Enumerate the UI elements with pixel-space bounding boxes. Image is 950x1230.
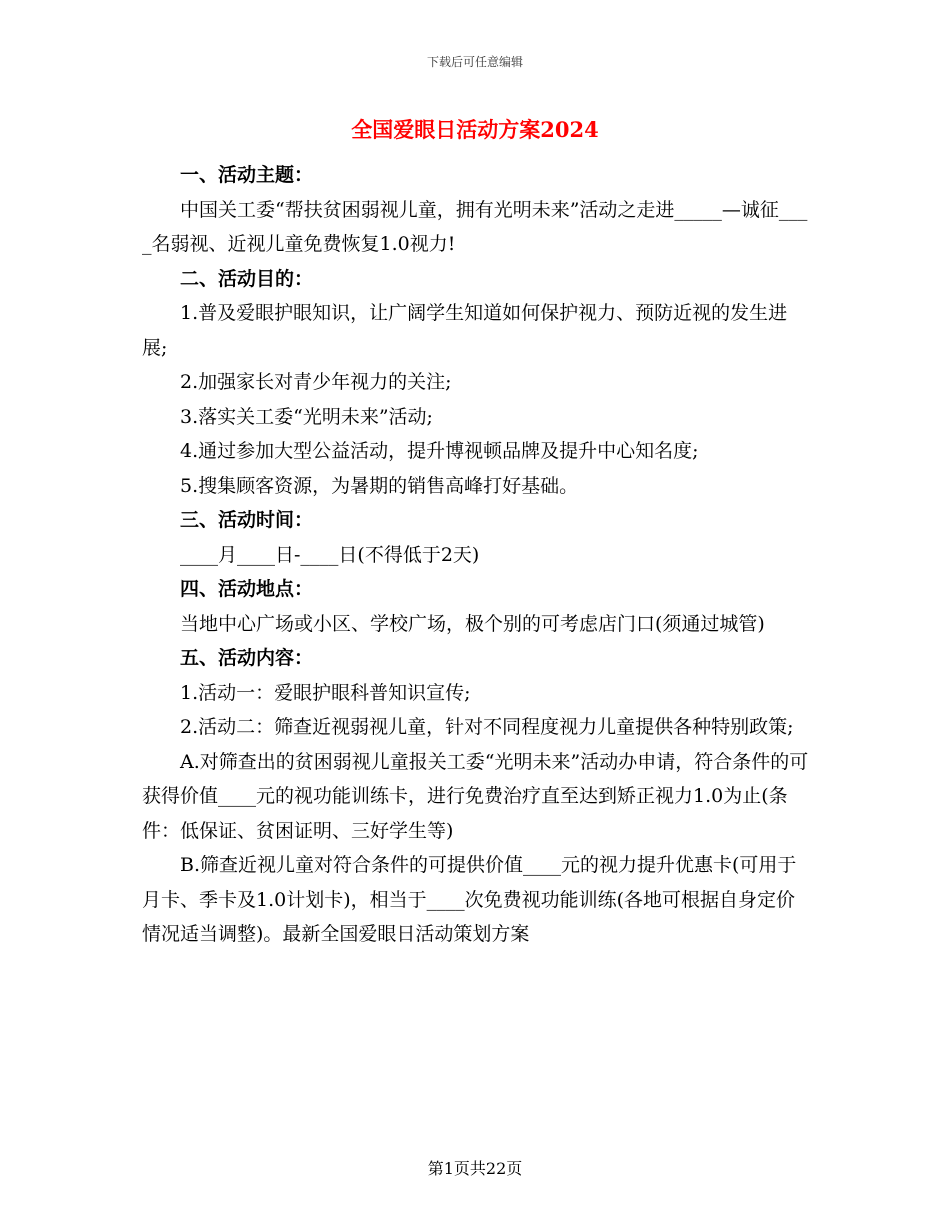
- section-heading-content: 五、活动内容：: [180, 647, 314, 669]
- paragraph-content-b: B.筛查近视儿童对符合条件的可提供价值____元的视力提升优惠卡(可用于月卡、季卡及1.0计划卡)，相当于____次免费视功能训练(各地可根据自身定价情况适当调整)。最新全国爱眼日活动策划方案: [142, 854, 797, 945]
- page-header-note: 下载后可任意编辑: [426, 55, 523, 69]
- document-body: [142, 158, 810, 952]
- section-heading-purpose: 二、活动目的：: [180, 267, 314, 290]
- paragraph-purpose-2: 2.加强家长对青少年视力的关注;: [180, 371, 452, 393]
- paragraph-time: ____月____日-____日(不得低于2天): [180, 543, 480, 566]
- paragraph-purpose-4: 4.通过参加大型公益活动，提升博视顿品牌及提升中心知名度;: [180, 440, 699, 462]
- paragraph-purpose-5: 5.搜集顾客资源，为暑期的销售高峰打好基础。: [180, 474, 579, 497]
- section-heading-theme: 一、活动主题：: [180, 164, 314, 186]
- paragraph-theme: 中国关工委“帮扶贫困弱视儿童，拥有光明未来”活动之走进_____—诚征____名弱视、近视儿童免费恢复1.0视力!: [142, 198, 808, 255]
- page-footer-number: 第1页共22页: [427, 1159, 523, 1178]
- paragraph-content-1: 1.活动一：爱眼护眼科普知识宣传;: [180, 681, 471, 704]
- paragraph-purpose-3: 3.落实关工委“光明未来”活动;: [180, 405, 433, 428]
- paragraph-content-2: 2.活动二：筛查近视弱视儿童，针对不同程度视力儿童提供各种特别政策;: [180, 716, 794, 738]
- section-heading-time: 三、活动时间：: [180, 509, 314, 531]
- paragraph-content-a: A.对筛查出的贫困弱视儿童报关工委“光明未来”活动办申请，符合条件的可获得价值____元的视功能训练卡，进行免费治疗直至达到矫正视力1.0为止(条件：低保证、贫困证明、三好学生等): [142, 750, 809, 842]
- section-heading-location: 四、活动地点：: [180, 578, 314, 600]
- document-title: 全国爱眼日活动方案2024: [351, 117, 599, 142]
- paragraph-purpose-1: 1.普及爱眼护眼知识，让广阔学生知道如何保护视力、预防近视的发生进展;: [142, 302, 788, 359]
- paragraph-location: 当地中心广场或小区、学校广场，极个别的可考虑店门口(须通过城管): [180, 612, 765, 635]
